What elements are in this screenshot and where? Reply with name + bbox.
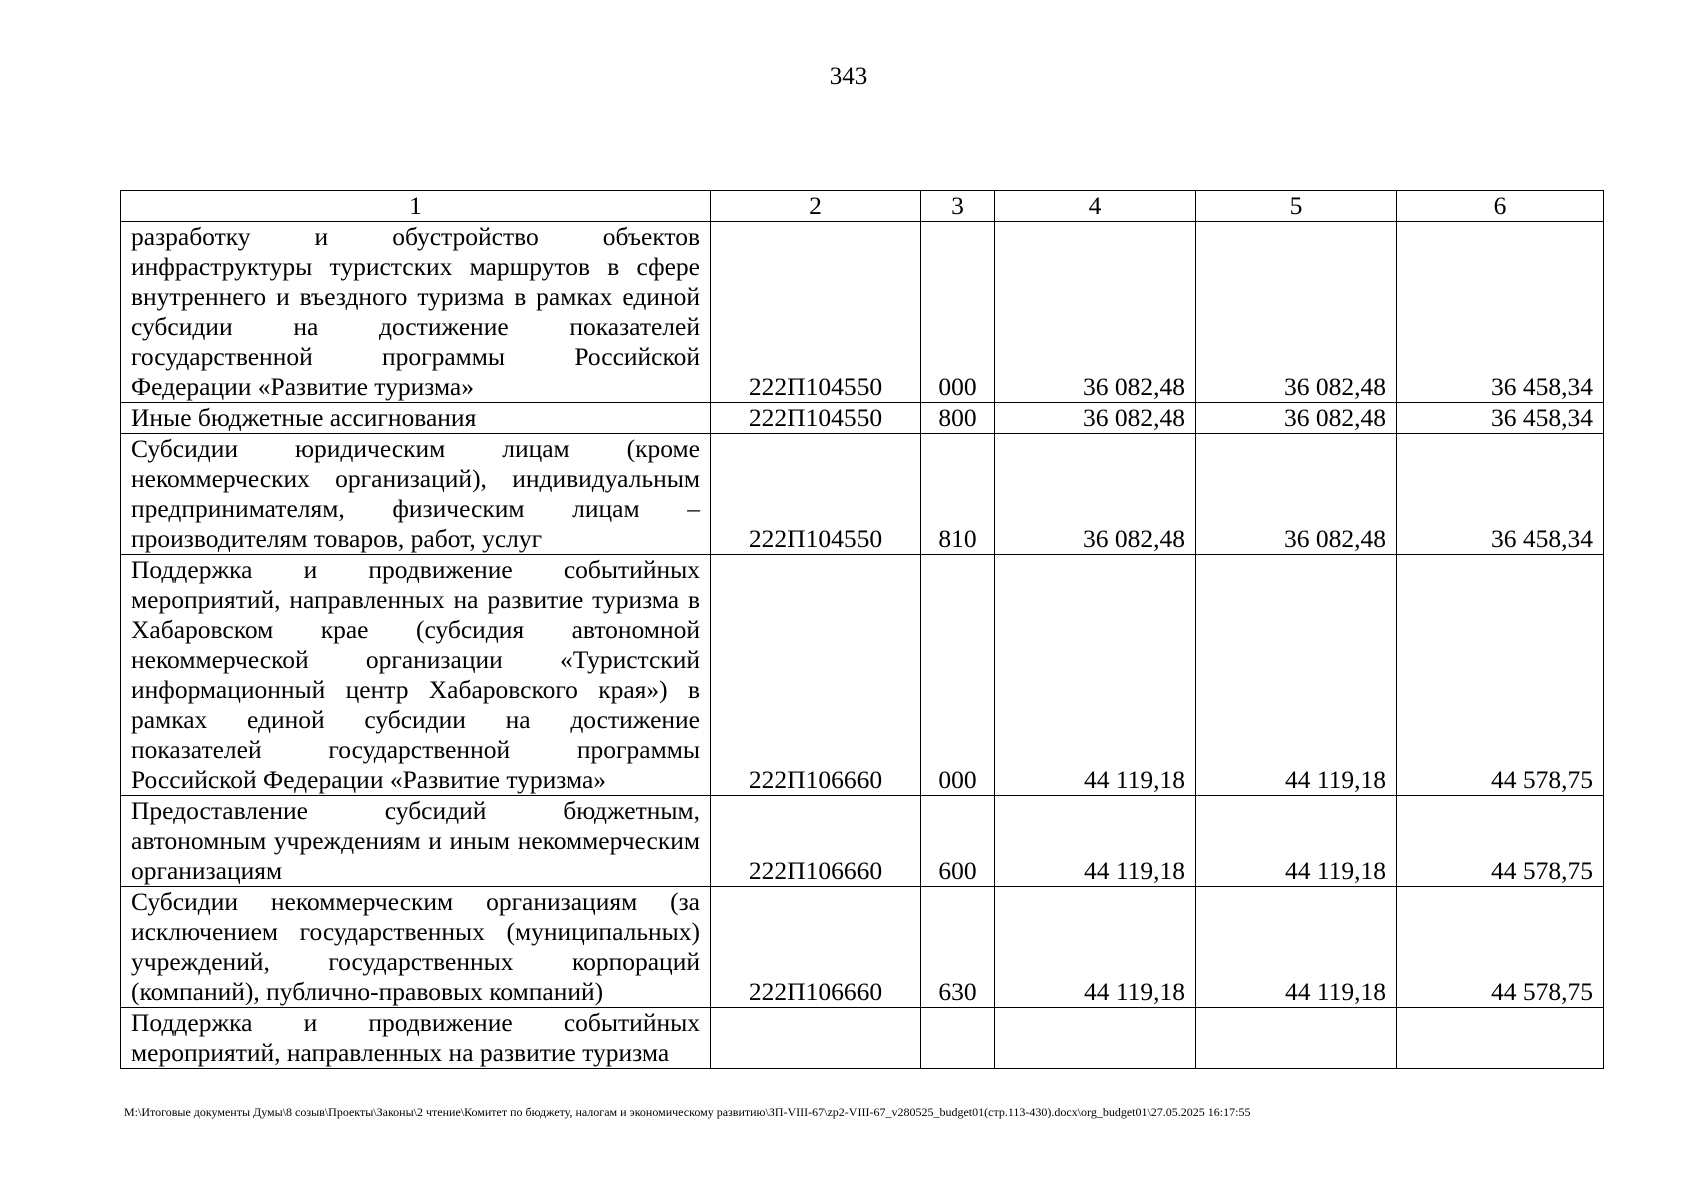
column-number: 1 [121, 191, 711, 222]
amount-col-6: 44 578,75 [1397, 796, 1604, 887]
amount-col-5: 36 082,48 [1196, 434, 1397, 555]
amount-col-5: 44 119,18 [1196, 796, 1397, 887]
row-description-cell [121, 403, 711, 434]
expense-type-code: 800 [921, 403, 995, 434]
target-article-code: 222П104550 [711, 434, 921, 555]
expense-type-code: 600 [921, 796, 995, 887]
amount-col-6 [1397, 1008, 1604, 1069]
table-row [121, 222, 1604, 403]
target-article-code: 222П104550 [711, 403, 921, 434]
amount-col-6: 44 578,75 [1397, 555, 1604, 796]
row-description: Иные бюджетные ассигнования [131, 403, 477, 432]
amount-col-5: 44 119,18 [1196, 887, 1397, 1008]
amount-col-5: 44 119,18 [1196, 555, 1397, 796]
row-description: Поддержка и продвижение событийных мероприятий, направленных на развитие туризма в Хабаровском крае (субсидия автономной некоммерческой организации «Туристский информационный центр Хабаровского края») в рамках единой субсидии на достижение показателей государственной программы Российской Федерации «Развитие туризма» [131, 555, 700, 794]
target-article-code: 222П106660 [711, 796, 921, 887]
amount-col-5 [1196, 1008, 1397, 1069]
document-file-path: M:\Итоговые документы Думы\8 созыв\Проекты\Законы\2 чтение\Комитет по бюджету, налогам и экономическому развитию\ЗП-VIII-67\zp2-VIII-67_v280525_budget01(стр.113-430).docx\org_budget01\27.05.2025 16:17:55 [124, 1105, 1251, 1119]
budget-table [120, 190, 1604, 1069]
amount-col-6: 44 578,75 [1397, 887, 1604, 1008]
target-article-code: 222П106660 [711, 555, 921, 796]
table-row [121, 887, 1604, 1008]
column-number: 5 [1196, 191, 1397, 222]
amount-col-4: 44 119,18 [995, 555, 1196, 796]
row-description-cell [121, 1008, 711, 1069]
target-article-code [711, 1008, 921, 1069]
row-description: Предоставление субсидий бюджетным, автономным учреждениям и иным некоммерческим организациям [131, 796, 700, 885]
amount-col-5: 36 082,48 [1196, 222, 1397, 403]
row-description-cell [121, 887, 711, 1008]
column-number: 2 [711, 191, 921, 222]
column-number-row [121, 191, 1604, 222]
target-article-code: 222П104550 [711, 222, 921, 403]
expense-type-code: 810 [921, 434, 995, 555]
row-description: разработку и обустройство объектов инфраструктуры туристских маршрутов в сфере внутреннего и въездного туризма в рамках единой субсидии на достижение показателей государственной программы Российской Федерации «Развитие туризма» [131, 222, 700, 401]
page-number: 343 [829, 63, 868, 90]
amount-col-4: 36 082,48 [995, 434, 1196, 555]
amount-col-6: 36 458,34 [1397, 403, 1604, 434]
column-number: 3 [921, 191, 995, 222]
amount-col-4: 44 119,18 [995, 887, 1196, 1008]
row-description-cell [121, 222, 711, 403]
row-description-cell [121, 434, 711, 555]
amount-col-5: 36 082,48 [1196, 403, 1397, 434]
amount-col-6: 36 458,34 [1397, 222, 1604, 403]
expense-type-code: 000 [921, 555, 995, 796]
table-row [121, 1008, 1604, 1069]
target-article-code: 222П106660 [711, 887, 921, 1008]
amount-col-4: 36 082,48 [995, 403, 1196, 434]
amount-col-4 [995, 1008, 1196, 1069]
row-description: Поддержка и продвижение событийных мероприятий, направленных на развитие туризма [131, 1008, 700, 1067]
expense-type-code [921, 1008, 995, 1069]
expense-type-code: 630 [921, 887, 995, 1008]
row-description: Субсидии юридическим лицам (кроме некоммерческих организаций), индивидуальным предпринимателям, физическим лицам – производителям товаров, работ, услуг [131, 434, 700, 553]
column-number: 6 [1397, 191, 1604, 222]
table-row [121, 434, 1604, 555]
row-description-cell [121, 555, 711, 796]
table-row [121, 403, 1604, 434]
row-description: Субсидии некоммерческим организациям (за исключением государственных (муниципальных) учреждений, государственных корпораций (компаний), публично-правовых компаний) [131, 887, 700, 1006]
column-number: 4 [995, 191, 1196, 222]
amount-col-4: 36 082,48 [995, 222, 1196, 403]
table-row [121, 796, 1604, 887]
amount-col-4: 44 119,18 [995, 796, 1196, 887]
expense-type-code: 000 [921, 222, 995, 403]
row-description-cell [121, 796, 711, 887]
amount-col-6: 36 458,34 [1397, 434, 1604, 555]
table-row [121, 555, 1604, 796]
